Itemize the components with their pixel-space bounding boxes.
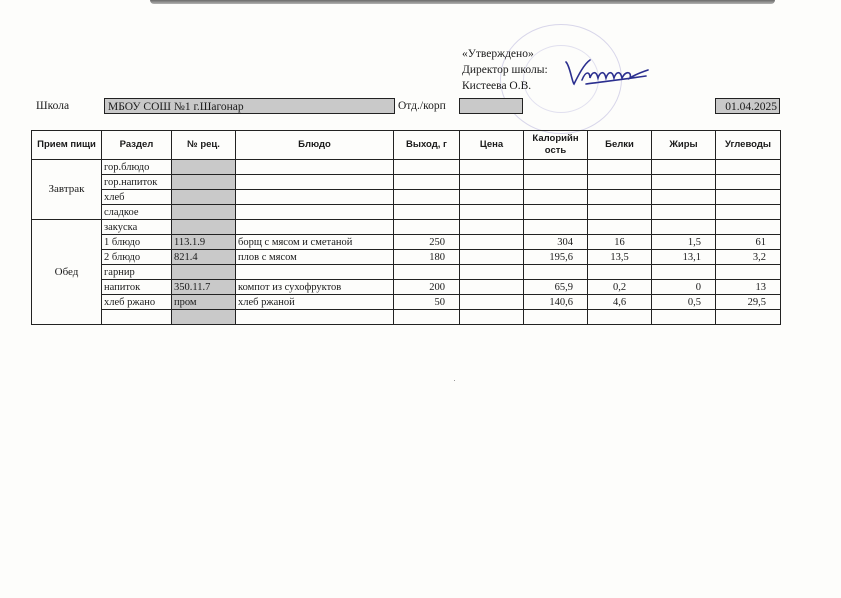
- table-row: [32, 295, 781, 310]
- price-cell: [460, 160, 524, 175]
- recipe-number-cell: [172, 220, 236, 235]
- price-cell: [460, 295, 524, 310]
- dish-cell: [236, 310, 394, 325]
- price-cell: [460, 235, 524, 250]
- section-cell: гор.напиток: [102, 175, 172, 190]
- dish-cell: [236, 205, 394, 220]
- scan-top-edge: [150, 0, 775, 4]
- calories-cell: [524, 310, 588, 325]
- fat-cell: [652, 160, 716, 175]
- table-row: [32, 250, 781, 265]
- fat-cell: 1,5: [652, 235, 716, 250]
- price-cell: [460, 190, 524, 205]
- section-cell: хлеб ржано: [102, 295, 172, 310]
- calories-cell: 304: [524, 235, 588, 250]
- dish-cell: [236, 160, 394, 175]
- calories-cell: 65,9: [524, 280, 588, 295]
- fat-cell: 0: [652, 280, 716, 295]
- carbs-cell: [716, 175, 781, 190]
- calories-cell: 195,6: [524, 250, 588, 265]
- recipe-number-cell: 821.4: [172, 250, 236, 265]
- protein-cell: [588, 175, 652, 190]
- carbs-cell: [716, 190, 781, 205]
- director-signature: [560, 56, 652, 90]
- section-cell: 2 блюдо: [102, 250, 172, 265]
- dept-label: Отд./корп: [398, 100, 446, 112]
- carbs-cell: 29,5: [716, 295, 781, 310]
- fat-cell: [652, 220, 716, 235]
- approval-line-director: Директор школы:: [462, 64, 548, 76]
- carbs-cell: [716, 265, 781, 280]
- dish-cell: хлеб ржаной: [236, 295, 394, 310]
- column-header-fat: Жиры: [652, 131, 716, 160]
- price-cell: [460, 220, 524, 235]
- protein-cell: 13,5: [588, 250, 652, 265]
- column-header-meal: Прием пищи: [32, 131, 102, 160]
- column-header-price: Цена: [460, 131, 524, 160]
- calories-cell: [524, 205, 588, 220]
- recipe-number-cell: 113.1.9: [172, 235, 236, 250]
- scan-speck: [454, 380, 455, 381]
- fat-cell: [652, 310, 716, 325]
- calories-cell: [524, 190, 588, 205]
- output-cell: 200: [394, 280, 460, 295]
- meal-name-cell: Завтрак: [32, 160, 102, 220]
- carbs-cell: [716, 310, 781, 325]
- dish-cell: [236, 190, 394, 205]
- table-row: [32, 235, 781, 250]
- fat-cell: [652, 175, 716, 190]
- dish-cell: [236, 265, 394, 280]
- fat-cell: [652, 205, 716, 220]
- recipe-number-cell: пром: [172, 295, 236, 310]
- price-cell: [460, 250, 524, 265]
- table-row: [32, 265, 781, 280]
- price-cell: [460, 175, 524, 190]
- output-cell: 180: [394, 250, 460, 265]
- recipe-number-cell: 350.11.7: [172, 280, 236, 295]
- dish-cell: [236, 220, 394, 235]
- protein-cell: 16: [588, 235, 652, 250]
- school-name-field: МБОУ СОШ №1 г.Шагонар: [104, 98, 395, 114]
- output-cell: 50: [394, 295, 460, 310]
- output-cell: [394, 220, 460, 235]
- output-cell: [394, 190, 460, 205]
- calories-cell: [524, 265, 588, 280]
- calories-cell: [524, 175, 588, 190]
- column-header-section: Раздел: [102, 131, 172, 160]
- carbs-cell: 13: [716, 280, 781, 295]
- carbs-cell: 3,2: [716, 250, 781, 265]
- price-cell: [460, 280, 524, 295]
- dept-field: [459, 98, 523, 114]
- table-row: [32, 190, 781, 205]
- meal-name-cell: Обед: [32, 220, 102, 325]
- carbs-cell: [716, 220, 781, 235]
- table-row: [32, 160, 781, 175]
- date-field: 01.04.2025: [715, 98, 780, 114]
- dish-cell: компот из сухофруктов: [236, 280, 394, 295]
- protein-cell: [588, 310, 652, 325]
- fat-cell: [652, 265, 716, 280]
- dish-cell: плов с мясом: [236, 250, 394, 265]
- protein-cell: 4,6: [588, 295, 652, 310]
- output-cell: [394, 160, 460, 175]
- calories-cell: 140,6: [524, 295, 588, 310]
- table-row: [32, 175, 781, 190]
- section-cell: сладкое: [102, 205, 172, 220]
- output-cell: [394, 175, 460, 190]
- column-header-dish: Блюдо: [236, 131, 394, 160]
- protein-cell: [588, 205, 652, 220]
- protein-cell: [588, 190, 652, 205]
- dish-cell: [236, 175, 394, 190]
- section-cell: 1 блюдо: [102, 235, 172, 250]
- recipe-number-cell: [172, 190, 236, 205]
- output-cell: [394, 205, 460, 220]
- approval-block: [462, 46, 548, 94]
- price-cell: [460, 265, 524, 280]
- protein-cell: [588, 160, 652, 175]
- recipe-number-cell: [172, 310, 236, 325]
- carbs-cell: [716, 160, 781, 175]
- calories-cell: [524, 220, 588, 235]
- table-header-row: [32, 131, 781, 160]
- table-row: [32, 205, 781, 220]
- table-row: [32, 280, 781, 295]
- dish-cell: борщ с мясом и сметаной: [236, 235, 394, 250]
- fat-cell: 0,5: [652, 295, 716, 310]
- section-cell: [102, 310, 172, 325]
- approval-line-name: Кистеева О.В.: [462, 80, 532, 92]
- menu-table: [31, 130, 781, 325]
- recipe-number-cell: [172, 265, 236, 280]
- carbs-cell: [716, 205, 781, 220]
- fat-cell: 13,1: [652, 250, 716, 265]
- school-label: Школа: [36, 100, 70, 112]
- output-cell: [394, 310, 460, 325]
- recipe-number-cell: [172, 175, 236, 190]
- column-header-recipe: № рец.: [172, 131, 236, 160]
- section-cell: закуска: [102, 220, 172, 235]
- section-cell: гарнир: [102, 265, 172, 280]
- approval-line-approved: «Утверждено»: [462, 48, 534, 60]
- price-cell: [460, 310, 524, 325]
- protein-cell: [588, 220, 652, 235]
- column-header-carbs: Углеводы: [716, 131, 781, 160]
- table-row: [32, 220, 781, 235]
- price-cell: [460, 205, 524, 220]
- recipe-number-cell: [172, 160, 236, 175]
- section-cell: гор.блюдо: [102, 160, 172, 175]
- output-cell: [394, 265, 460, 280]
- section-cell: напиток: [102, 280, 172, 295]
- protein-cell: [588, 265, 652, 280]
- output-cell: 250: [394, 235, 460, 250]
- fat-cell: [652, 190, 716, 205]
- table-row: [32, 310, 781, 325]
- column-header-output: Выход, г: [394, 131, 460, 160]
- column-header-kcal: Калорийн ость: [524, 131, 588, 160]
- column-header-protein: Белки: [588, 131, 652, 160]
- protein-cell: 0,2: [588, 280, 652, 295]
- recipe-number-cell: [172, 205, 236, 220]
- calories-cell: [524, 160, 588, 175]
- carbs-cell: 61: [716, 235, 781, 250]
- section-cell: хлеб: [102, 190, 172, 205]
